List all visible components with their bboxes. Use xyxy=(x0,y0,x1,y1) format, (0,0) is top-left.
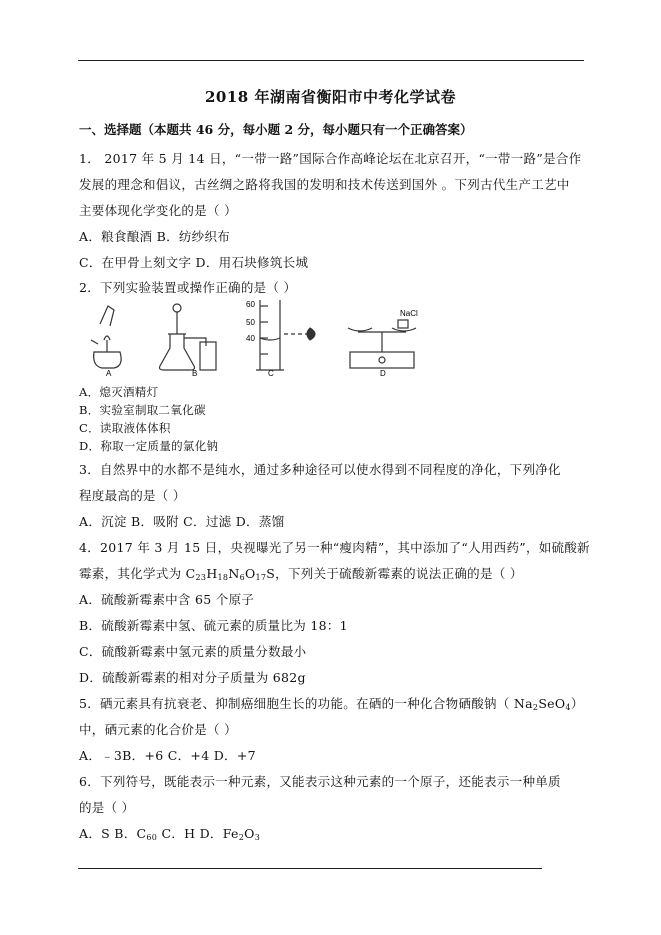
formula-sub-o3: 3 xyxy=(254,833,261,842)
formula-seo: SeO xyxy=(538,696,566,711)
formula-element-h: H xyxy=(206,566,218,581)
q4-option-a: A．硫酸新霉素中含 65 个原子 xyxy=(79,592,255,607)
q1-line1: 1． 2017 年 5 月 14 日，“一带一路”国际合作高峰论坛在北京召开，“一带一路”是合作 xyxy=(79,151,582,166)
q4-line2 xyxy=(79,564,523,582)
formula-sub-na: 2 xyxy=(532,703,539,712)
exam-title: 2018 年湖南省衡阳市中考化学试卷 xyxy=(205,88,456,106)
cylinder-mark-60: 60 xyxy=(246,300,255,309)
footer-rule xyxy=(78,868,542,869)
q6-line2: 的是（ ） xyxy=(79,800,135,815)
formula-sub-h: 18 xyxy=(217,573,229,582)
header-rule xyxy=(78,60,584,61)
q6-options xyxy=(79,824,260,842)
q2-option-b: B．实验室制取二氧化碳 xyxy=(79,403,206,417)
q5-line1 xyxy=(79,694,584,712)
fig-label-d: D xyxy=(380,369,386,378)
q6-line1: 6．下列符号，既能表示一种元素，又能表示这种元素的一个原子，还能表示一种单质 xyxy=(79,774,561,789)
alcohol-lamp-icon xyxy=(91,306,121,368)
q4-option-b: B．硫酸新霉素中氢、硫元素的质量比为 18：1 xyxy=(79,618,348,633)
q2-option-c: C．读取液体体积 xyxy=(79,421,171,435)
formula-sub-fe2: 2 xyxy=(238,833,245,842)
formula-sub-60: 60 xyxy=(146,833,158,842)
q4-option-d: D．硫酸新霉素的相对分子质量为 682g xyxy=(79,670,306,685)
q4-line1: 4．2017 年 3 月 15 日，央视曝光了另一种“瘦肉精”，其中添加了“人用西药”，如硫酸新 xyxy=(79,540,590,555)
formula-sub-o4: 4 xyxy=(565,703,571,712)
graduated-cylinder-icon xyxy=(256,300,315,370)
q3-line2: 程度最高的是（ ） xyxy=(79,488,186,503)
q3-options: A．沉淀 B．吸附 C．过滤 D．蒸馏 xyxy=(79,514,285,529)
formula-sub-n: 6 xyxy=(239,573,245,582)
q5-options: A．﹣3B．+6 C．+4 D．+7 xyxy=(79,748,256,763)
fig-label-b: B xyxy=(192,369,198,378)
q1-options-cd: C．在甲骨上刻文字 D．用石块修筑长城 xyxy=(79,255,309,270)
formula-element-o: O xyxy=(244,566,256,581)
formula-element-o: O xyxy=(244,826,255,841)
fig-label-c: C xyxy=(268,369,274,378)
q6-opt-pre: A．S B．C xyxy=(79,826,147,841)
balance-nacl-label: NaCl xyxy=(400,309,418,318)
flask-setup-icon xyxy=(160,304,217,370)
q1-line3: 主要体现化学变化的是（ ） xyxy=(79,203,237,218)
formula-element-s: S xyxy=(266,566,276,581)
formula-sub-o: 17 xyxy=(255,573,267,582)
formula-sub-c: 23 xyxy=(195,573,207,582)
balance-icon xyxy=(348,320,416,368)
section-heading: 一、选择题（本题共 46 分，每小题 2 分，每小题只有一个正确答案） xyxy=(79,122,473,137)
q4-option-c: C．硫酸新霉素中氢元素的质量分数最小 xyxy=(79,644,307,659)
q2-option-a: A．熄灭酒精灯 xyxy=(79,385,159,399)
formula-element-n: N xyxy=(228,566,240,581)
q5-line2: 中，硒元素的化合价是（ ） xyxy=(79,722,237,737)
q2-option-d: D．称取一定质量的氯化钠 xyxy=(79,439,219,453)
q2-apparatus-figure xyxy=(88,296,448,378)
q5-line1-pre: 5．硒元素具有抗衰老、抑制癌细胞生长的功能。在硒的一种化合物硒酸钠（ Na xyxy=(79,696,533,711)
q5-line1-post: ） xyxy=(570,696,584,711)
cylinder-mark-40: 40 xyxy=(246,334,255,343)
cylinder-mark-50: 50 xyxy=(246,318,255,327)
q6-opt-mid: C．H D．Fe xyxy=(157,826,239,841)
fig-label-a: A xyxy=(106,369,112,378)
q1-line2: 发展的理念和倡议，古丝绸之路将我国的发明和技术传送到国外 。下列古代生产工艺中 xyxy=(79,177,570,192)
q1-options-ab: A．粮食酿酒 B．纺纱织布 xyxy=(79,229,231,244)
q2-stem: 2．下列实验装置或操作正确的是（ ） xyxy=(79,280,297,295)
q4-line2-pre: 霉素，其化学式为 C xyxy=(79,566,196,581)
q4-line2-post: ，下列关于硫酸新霉素的说法正确的是（ ） xyxy=(275,566,523,581)
q3-line1: 3．自然界中的水都不是纯水，通过多种途径可以使水得到不同程度的净化，下列净化 xyxy=(79,462,561,477)
